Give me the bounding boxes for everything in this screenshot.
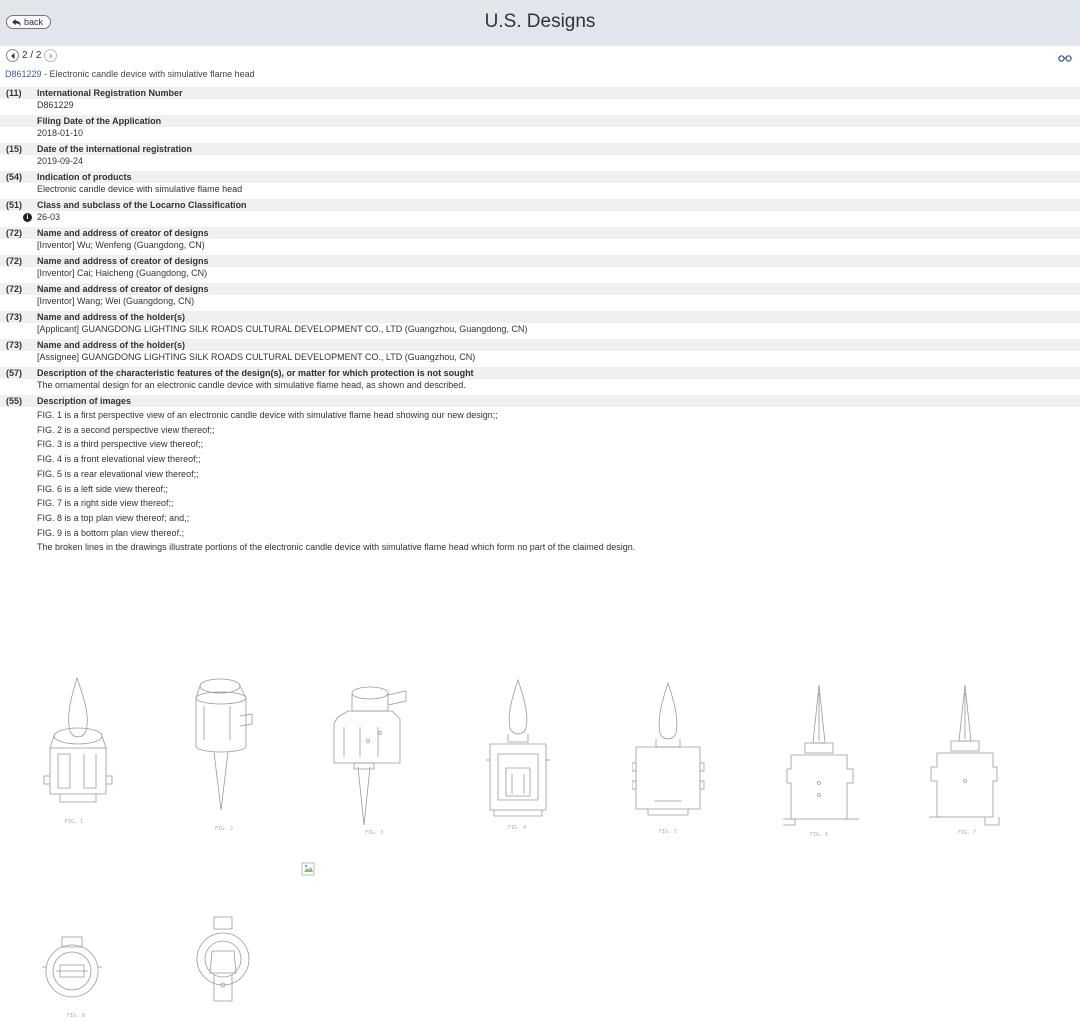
field-value: D861229 <box>37 100 74 110</box>
field-row <box>0 395 1080 555</box>
figure-2-drawing[interactable] <box>188 676 268 816</box>
field-value: 26-03 <box>37 212 61 222</box>
field-code: (55) <box>6 396 23 406</box>
back-button-label: back <box>24 17 44 27</box>
field-code: (72) <box>6 228 23 238</box>
image-description-line: FIG. 8 is a top plan view thereof; and,; <box>37 512 190 523</box>
figure-6-label: FIG. 6 <box>810 832 829 838</box>
page-title: U.S. Designs <box>484 11 596 32</box>
field-label: Filing Date of the Application <box>37 116 162 126</box>
broken-image-icon <box>301 862 315 876</box>
field-label: International Registration Number <box>37 88 183 98</box>
figure-3-drawing[interactable] <box>330 683 412 828</box>
field-row <box>0 115 1080 139</box>
figure-1-drawing[interactable] <box>40 676 120 816</box>
field-label: Name and address of creator of designs <box>37 228 209 238</box>
figure-3-label: FIG. 3 <box>365 830 384 836</box>
field-value: The ornamental design for an electronic candle device with simulative flame head, as shown and described. <box>37 380 466 390</box>
figure-8-drawing[interactable] <box>40 925 104 1009</box>
pager <box>6 49 57 62</box>
field-code <box>0 115 37 127</box>
figure-1-label: FIG. 1 <box>65 819 84 825</box>
figure-7-drawing[interactable] <box>925 683 1007 829</box>
image-description-line: FIG. 5 is a rear elevational view thereof;; <box>37 468 199 479</box>
field-label: Name and address of creator of designs <box>37 284 209 294</box>
header-bar <box>0 0 1080 46</box>
field-label: Description of images <box>37 396 132 406</box>
field-code: (51) <box>6 200 23 210</box>
field-value: 2019-09-24 <box>37 156 84 166</box>
field-code: (72) <box>6 284 23 294</box>
next-page-button[interactable] <box>44 49 57 62</box>
pager-count: 2 / 2 <box>22 50 42 61</box>
image-description-line: FIG. 7 is a right side view thereof;; <box>37 498 174 509</box>
figure-5-label: FIG. 5 <box>659 829 678 835</box>
figure-8-label: FIG. 8 <box>67 1013 86 1019</box>
record-heading <box>5 69 255 79</box>
image-description-line: FIG. 6 is a left side view thereof;; <box>37 483 169 494</box>
image-description-line: FIG. 9 is a bottom plan view thereof.; <box>37 527 185 538</box>
field-code: (73) <box>6 340 23 350</box>
image-description-line: FIG. 4 is a front elevational view thereof;; <box>37 454 201 465</box>
image-description-line: The broken lines in the drawings illustrate portions of the electronic candle device with simulative flame head which form no part of the claimed design. <box>37 542 636 553</box>
record-number-link[interactable]: D861229 <box>5 69 42 79</box>
field-value: [Assignee] GUANGDONG LIGHTING SILK ROADS CULTURAL DEVELOPMENT CO., LTD (Guangzhou, CN) <box>37 352 476 362</box>
field-code: (11) <box>6 88 22 98</box>
field-row <box>0 199 1080 223</box>
record-title: - Electronic candle device with simulative flame head <box>44 69 255 79</box>
image-description-line: FIG. 1 is a first perspective view of an electronic candle device with simulative flame head showing our new design;; <box>37 410 498 420</box>
field-code: (72) <box>6 256 23 266</box>
field-row <box>0 143 1080 167</box>
figure-7-label: FIG. 7 <box>958 830 977 836</box>
figure-5-drawing[interactable] <box>632 681 712 825</box>
field-code: (15) <box>6 144 23 154</box>
field-row <box>0 255 1080 279</box>
field-value: [Inventor] Wang; Wei (Guangdong, CN) <box>37 296 195 306</box>
field-value: 2018-01-10 <box>37 128 84 138</box>
field-label: Description of the characteristic features of the design(s), or matter for which protection is not sought <box>37 368 474 378</box>
field-label: Name and address of creator of designs <box>37 256 209 266</box>
field-label: Name and address of the holder(s) <box>37 340 186 350</box>
field-row <box>0 171 1080 195</box>
field-row <box>0 283 1080 307</box>
field-list <box>0 87 1080 559</box>
field-value: [Inventor] Wu; Wenfeng (Guangdong, CN) <box>37 240 205 250</box>
figure-4-label: FIG. 4 <box>508 825 527 831</box>
field-row <box>0 227 1080 251</box>
field-value: Electronic candle device with simulative flame head <box>37 184 243 194</box>
field-code: (73) <box>6 312 23 322</box>
field-code: (54) <box>6 172 23 182</box>
glasses-icon[interactable] <box>1058 55 1072 62</box>
field-row <box>0 367 1080 391</box>
chevron-left-icon <box>10 53 16 59</box>
chevron-right-icon <box>48 53 54 59</box>
field-label: Class and subclass of the Locarno Classification <box>37 200 247 210</box>
field-label: Date of the international registration <box>37 144 193 154</box>
image-description-line: FIG. 2 is a second perspective view thereof;; <box>37 424 215 435</box>
figure-2-label: FIG. 2 <box>215 826 234 832</box>
field-label: Indication of products <box>37 172 132 182</box>
prev-page-button[interactable] <box>6 49 19 62</box>
field-row <box>0 339 1080 363</box>
field-row <box>0 87 1080 111</box>
figure-9-drawing[interactable] <box>190 915 256 1019</box>
field-code: (57) <box>6 368 23 378</box>
image-description-line: FIG. 3 is a third perspective view thereof;; <box>37 439 204 450</box>
image-description-list <box>0 407 1080 555</box>
figure-6-drawing[interactable] <box>781 683 863 829</box>
field-value: [Applicant] GUANGDONG LIGHTING SILK ROADS CULTURAL DEVELOPMENT CO., LTD (Guangzhou, Guangdong, CN) <box>37 324 528 334</box>
field-row <box>0 311 1080 335</box>
field-value: [Inventor] Cai; Haicheng (Guangdong, CN) <box>37 268 208 278</box>
info-icon[interactable]: i <box>23 213 32 222</box>
figure-4-drawing[interactable] <box>482 678 562 822</box>
field-label: Name and address of the holder(s) <box>37 312 186 322</box>
